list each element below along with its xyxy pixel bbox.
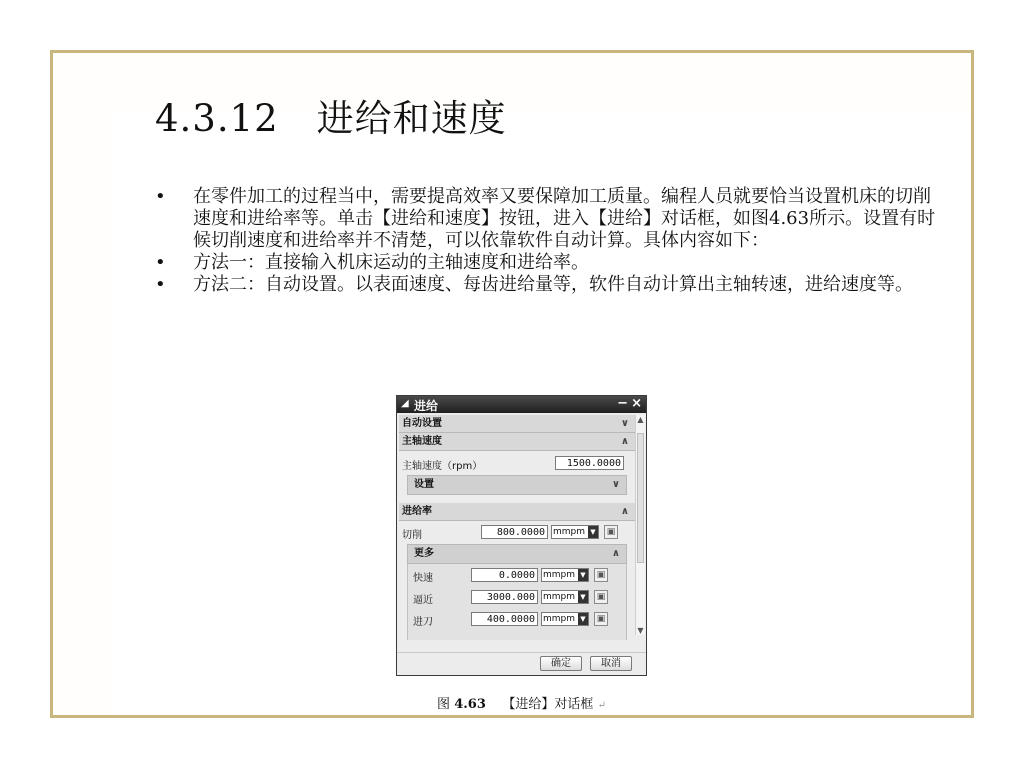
spacer [399,495,635,503]
section-feed-rate-label: 进给率 [402,506,432,517]
caption-text: 【进给】对话框 [502,697,594,712]
lock-icon[interactable]: ▣ [604,525,618,539]
rapid-input[interactable]: 0.0000 [471,568,538,582]
approach-unit-value: mmpm [543,592,576,602]
section-auto-settings[interactable] [399,415,635,433]
scroll-up-icon[interactable]: ▲ [637,415,644,424]
bullet-dot: • [155,252,166,273]
engage-label: 进刀 [413,617,433,628]
lock-icon[interactable]: ▣ [594,612,608,626]
spindle-speed-input[interactable]: 1500.0000 [555,456,624,470]
approach-unit-select[interactable] [541,590,589,604]
approach-row [408,586,626,608]
rapid-row [408,564,626,586]
dialog-arrow-icon: ◢ [401,398,409,409]
scroll-thumb[interactable] [637,433,644,563]
chevron-down-icon: ∨ [611,479,620,490]
slide-title: 4.3.12 进给和速度 [155,97,507,140]
settings-group[interactable] [407,475,627,495]
chevron-up-icon: ∧ [620,436,629,447]
spindle-row [399,451,635,475]
section-spindle-speed-label: 主轴速度 [402,436,442,447]
lock-icon[interactable]: ▣ [594,590,608,604]
more-label: 更多 [414,548,434,559]
rapid-label: 快速 [413,573,433,584]
cut-row [399,521,635,543]
bullet-item [155,186,945,252]
caption-prefix: 图 [437,697,451,712]
bullet-text: 在零件加工的过程当中，需要提高效率又要保障加工质量。编程人员就要恰当设置机床的切削速度和进给率等。单击【进给和速度】按钮，进入【进给】对话框，如图4.63所示。设置有时候切削速度和进给率并不清楚，可以依靠软件自动计算。具体内容如下： [193,186,936,251]
cut-label: 切削 [402,530,422,541]
more-group[interactable] [407,544,627,564]
rapid-unit-select[interactable] [541,568,589,582]
bullet-text: 方法二：自动设置。以表面速度、每齿进给量等，软件自动计算出主轴转速，进给速度等。 [193,274,913,295]
lock-icon[interactable]: ▣ [594,568,608,582]
dropdown-arrow-icon: ▼ [578,613,588,625]
chevron-up-icon: ∧ [611,548,620,559]
engage-unit-value: mmpm [543,614,576,624]
paragraph-mark-icon: ↵ [597,700,606,711]
ok-button[interactable]: 确定 [540,656,582,671]
settings-label: 设置 [414,479,434,490]
cut-unit-select[interactable] [551,525,599,539]
bullet-item [155,274,945,296]
dialog-body [399,415,635,655]
cut-unit-value: mmpm [553,527,586,537]
bullet-item [155,252,945,274]
bullet-dot: • [155,186,166,207]
dropdown-arrow-icon: ▼ [588,526,598,538]
dialog-title: 进给 [414,399,439,413]
approach-label: 逼近 [413,595,433,606]
dropdown-arrow-icon: ▼ [578,569,588,581]
chevron-down-icon: ∨ [620,418,629,429]
rapid-unit-value: mmpm [543,570,576,580]
dropdown-arrow-icon: ▼ [578,591,588,603]
cancel-button[interactable]: 取消 [590,656,632,671]
approach-input[interactable]: 3000.000 [471,590,538,604]
dialog-footer [397,652,646,675]
bullet-text: 方法一：直接输入机床运动的主轴速度和进给率。 [193,252,589,273]
scroll-down-icon[interactable]: ▼ [637,626,644,635]
cut-feed-input[interactable]: 800.0000 [481,525,548,539]
engage-unit-select[interactable] [541,612,589,626]
bullet-list [155,186,945,296]
section-feed-rate[interactable] [399,503,635,521]
engage-input[interactable]: 400.0000 [471,612,538,626]
close-button[interactable]: × [631,396,642,411]
more-panel [407,564,627,640]
figure-caption [396,693,647,712]
spindle-speed-label: 主轴速度（rpm） [402,461,483,472]
vertical-scrollbar[interactable] [635,415,645,635]
section-spindle-speed[interactable] [399,433,635,451]
feed-dialog [396,395,647,676]
bullet-dot: • [155,274,166,295]
section-auto-settings-label: 自动设置 [402,418,442,429]
engage-row [408,608,626,630]
minimize-button[interactable]: − [617,396,628,411]
chevron-up-icon: ∧ [620,506,629,517]
dialog-titlebar [397,396,646,413]
caption-number: 4.63 [454,697,486,712]
